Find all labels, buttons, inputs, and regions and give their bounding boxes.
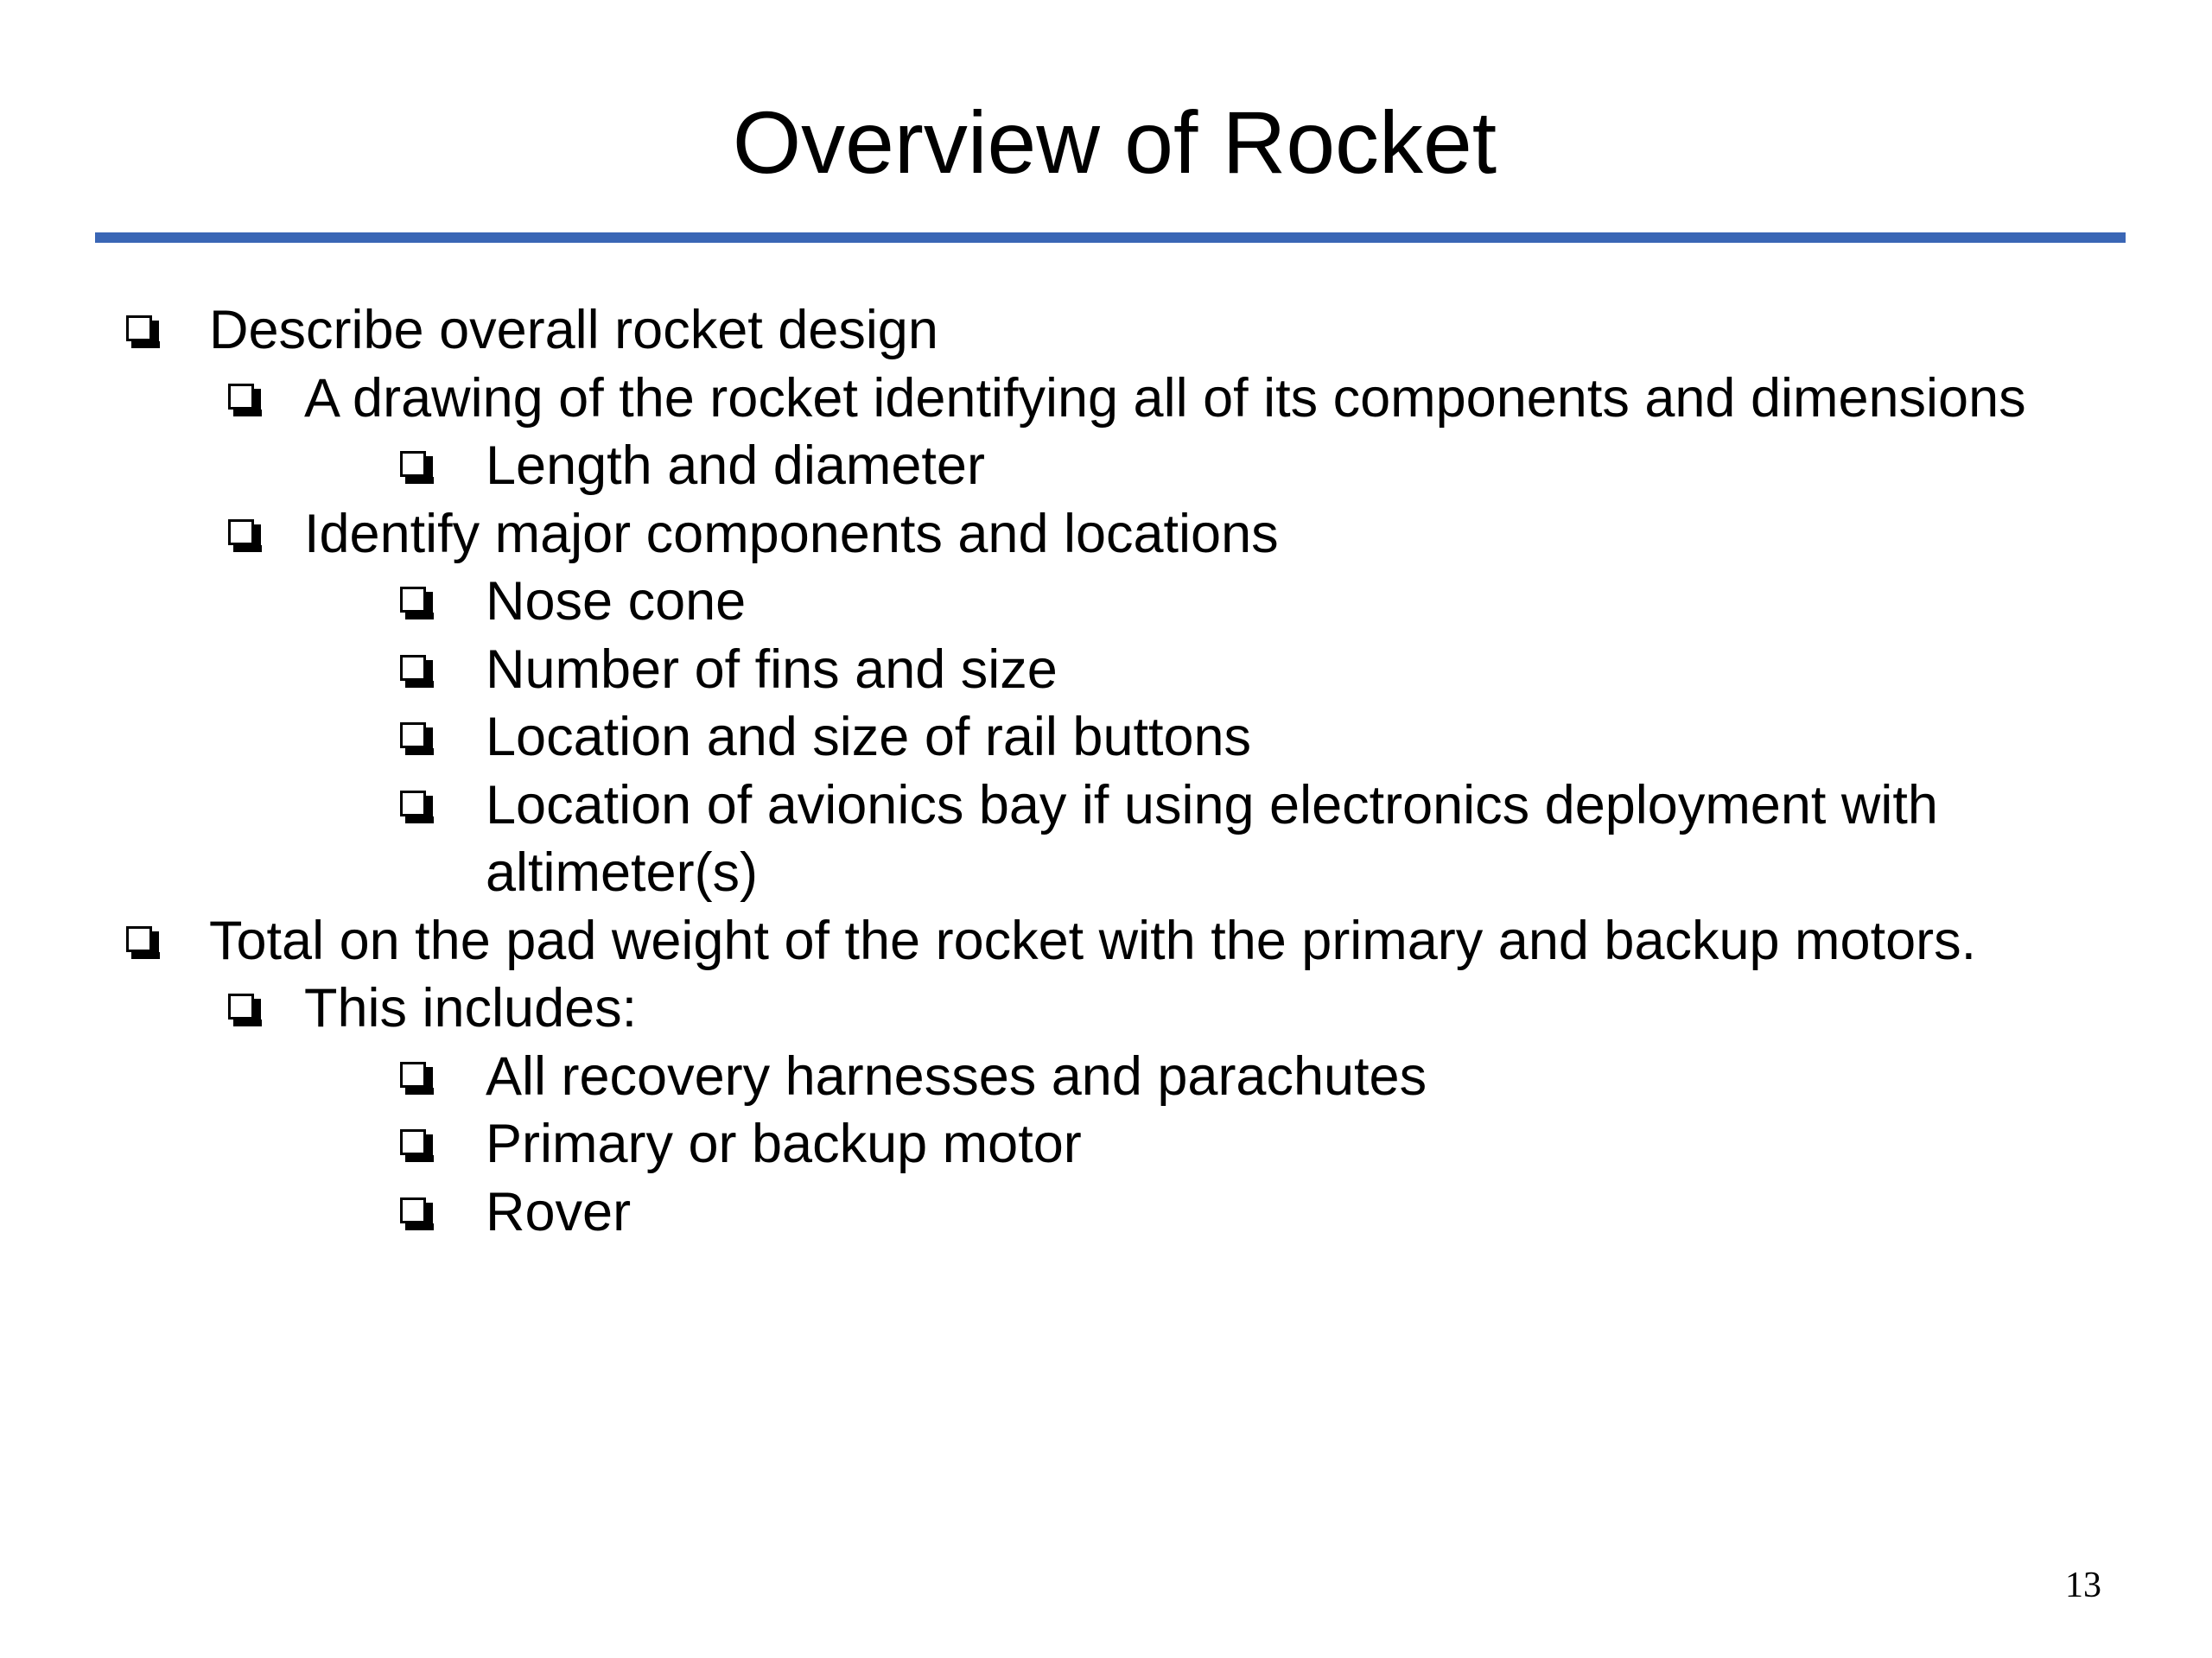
bullet-item: [0, 1110, 2212, 1178]
bullet-text: A drawing of the rocket identifying all of its components and dimensions: [304, 367, 2026, 429]
bullet-item: [0, 907, 2212, 975]
checkbox-outline-icon: [400, 1129, 426, 1155]
bullet-item: [0, 772, 2212, 907]
bullet-text: Number of fins and size: [486, 638, 1058, 700]
slide-title: Overview of Rocket: [732, 93, 1497, 192]
checkbox-outline-icon: [400, 1197, 426, 1223]
bullet-list: [0, 296, 2212, 1246]
checkbox-outline-icon: [400, 722, 426, 748]
bullet-text: Identify major components and locations: [304, 503, 1279, 564]
checkbox-outline-icon: [400, 791, 426, 816]
bullet-text: Location of avionics bay if using electronics deployment with altimeter(s): [486, 774, 1938, 903]
checkbox-outline-icon: [126, 926, 152, 952]
checkbox-outline-icon: [228, 384, 254, 410]
page-number: 13: [2065, 1566, 2101, 1605]
bullet-text: Rover: [486, 1181, 632, 1242]
checkbox-outline-icon: [126, 315, 152, 341]
bullet-item: [0, 296, 2212, 365]
title-divider: [95, 232, 2126, 243]
bullet-item: [0, 636, 2212, 704]
bullet-item: [0, 568, 2212, 636]
bullet-text: Primary or backup motor: [486, 1114, 1082, 1174]
checkbox-outline-icon: [228, 994, 254, 1020]
bullet-item: [0, 975, 2212, 1043]
bullet-text: Total on the pad weight of the rocket with the primary and backup motors.: [209, 910, 1977, 971]
bullet-item: [0, 432, 2212, 500]
bullet-text: Describe overall rocket design: [209, 300, 938, 360]
checkbox-outline-icon: [400, 655, 426, 681]
bullet-item: [0, 1043, 2212, 1111]
checkbox-outline-icon: [400, 1062, 426, 1088]
bullet-text: Length and diameter: [486, 435, 985, 496]
bullet-item: [0, 1178, 2212, 1247]
bullet-text: All recovery harnesses and parachutes: [486, 1045, 1427, 1107]
bullet-item: [0, 703, 2212, 772]
bullet-text: This includes:: [304, 978, 638, 1039]
bullet-item: [0, 365, 2212, 433]
checkbox-outline-icon: [228, 519, 254, 545]
checkbox-outline-icon: [400, 587, 426, 613]
bullet-text: Nose cone: [486, 571, 747, 632]
bullet-item: [0, 500, 2212, 569]
checkbox-outline-icon: [400, 451, 426, 477]
bullet-text: Location and size of rail buttons: [486, 707, 1252, 767]
